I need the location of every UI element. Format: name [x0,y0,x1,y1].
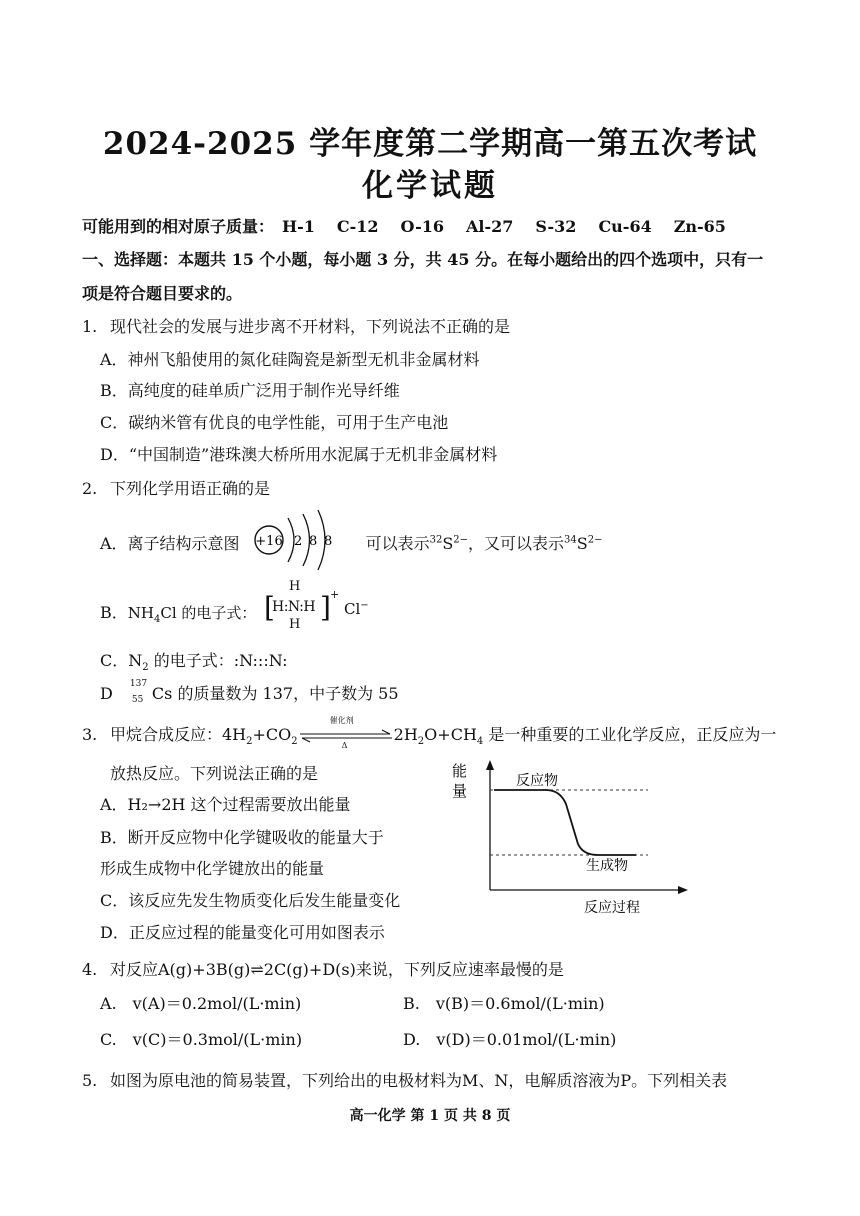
ion-symbol: S [576,534,588,553]
heat-label: Δ [341,740,348,750]
q1-option-a: A．神州飞船使用的氮化硅陶瓷是新型无机非金属材料 [100,350,480,369]
nuclide-notation [129,678,152,705]
q1-option-d: D．“中国制造”港珠澳大桥所用水泥属于无机非金属材料 [100,445,498,464]
question-text: 如图为原电池的简易装置，下列给出的电极材料为M、N，电解质溶液为P。下列相关表 [110,1071,728,1090]
page-footer: 高一化学 第 1 页 共 8 页 [349,1108,511,1124]
subscript: 4 [153,614,161,626]
electron-top-h: H [289,579,301,594]
exam-title: 2024-2025 学年度第二学期高一第五次考试 [102,126,758,162]
subscript: 4 [476,736,484,748]
ammonium-electron-formula [264,579,344,636]
ion-symbol: S [442,534,454,553]
q2d-text: Cs 的质量数为 137，中子数为 55 [151,684,399,703]
ion-charge: 2− [453,534,469,546]
mass-number: 32 [429,534,443,546]
section-heading-line1: 一、选择题：本题共 15 个小题，每小题 3 分，共 45 分。在每小题给出的四个选项中，只有一 [82,250,764,269]
question-2-stem [82,476,270,499]
stem-text: 是一种重要的工业化学反应，正反应为一 [483,725,777,744]
electron-bottom-h: H [289,617,301,632]
q3-option-d: D．正反应过程的能量变化可用如图表示 [100,923,385,942]
x-axis-arrow [678,886,688,894]
question-text: 现代社会的发展与进步离不开材料，下列说法不正确的是 [110,317,511,336]
q4-option-a: A. v(A)＝0.2mol/(L·min) [100,994,302,1013]
question-3-stem [82,715,777,750]
shell-electron-count: 2 [294,534,303,549]
y-axis-label: 能 [452,762,468,780]
subscript: 2 [291,736,298,748]
question-1-stem [82,314,510,337]
q3-option-b-line1: B．断开反应物中化学键吸收的能量大于 [100,828,384,847]
bracket-left: [ [264,591,275,624]
atomic-number: 55 [131,694,144,705]
stem-text: 2H [393,725,418,744]
x-axis-label: 反应过程 [584,900,640,916]
q2a-text1: 可以表示 [365,534,430,553]
atomic-masses-label: 可能用到的相对原子质量： [82,217,275,236]
atomic-mass-item: S-32 [535,217,577,236]
subscript: 2 [246,736,253,748]
shell-electron-count: 8 [309,534,318,549]
mass-number: 34 [564,534,577,546]
formula: NH [127,604,154,622]
question-3-stem-line2: 放热反应。下列说法正确的是 [110,764,319,783]
atomic-mass-item: O-16 [400,217,444,236]
stem-text: +CO [252,725,292,744]
atomic-mass-item: H-1 [282,217,315,236]
y-axis-arrow [486,760,494,770]
question-number: 1. [82,317,98,336]
q1-option-c: C．碳纳米管有优良的电学性能，可用于生产电池 [100,413,449,432]
q2-option-d [100,678,399,705]
question-5-stem [82,1068,727,1091]
q2c-prefix: C．N [100,651,143,670]
y-axis-label: 量 [452,782,468,800]
q2c-text: 的电子式：:N:::N: [148,651,288,670]
exam-subtitle: 化学试题 [362,168,498,204]
q2a-prefix: A．离子结构示意图 [100,534,240,553]
energy-diagram [448,756,698,922]
q2-option-a [100,531,603,554]
q3-option-c: C．该反应先发生物质变化后发生能量变化 [100,891,401,910]
mass-number: 137 [129,678,148,689]
catalyst-label: 催化剂 [329,715,354,725]
ion-charge: 2− [587,534,603,546]
atomic-mass-item: Zn-65 [673,217,726,236]
question-text: 下列化学用语正确的是 [110,479,271,498]
atomic-mass-item: Cu-64 [598,217,652,236]
question-4-stem [82,957,564,980]
electron-middle: H:N:H [272,599,316,615]
equilibrium-arrow [298,715,394,750]
shell-electron-count: 8 [324,534,333,549]
energy-curve [494,790,636,855]
question-number: 5. [82,1071,98,1090]
section-heading-line2: 项是符合题目要求的。 [82,284,243,303]
q4-option-c: C. v(C)＝0.3mol/(L·min) [100,1030,303,1049]
atomic-mass-item: Al-27 [465,217,514,236]
stem-text: O+CH [424,725,477,744]
q3-option-b-line2: 形成生成物中化学键放出的能量 [100,859,325,878]
subscript: 2 [142,662,149,674]
q2-option-c [100,648,288,673]
q2d-prefix: D [100,684,113,703]
reactant-label: 反应物 [516,773,558,789]
chloride-symbol: Cl [344,600,361,618]
q2b-prefix: B． [100,603,128,622]
q4-option-b: B. v(B)＝0.6mol/(L·min) [403,994,605,1013]
question-text: 对反应A(g)+3B(g)⇌2C(g)+D(s)来说，下列反应速率最慢的是 [110,960,564,979]
question-number: 4. [82,960,98,979]
product-label: 生成物 [586,858,628,874]
stem-text: 甲烷合成反应：4H [110,725,247,744]
chloride-ion [344,600,369,618]
q4-option-d: D. v(D)＝0.01mol/(L·min) [403,1030,617,1049]
nucleus-charge: +16 [255,534,283,549]
atomic-mass-item: C-12 [336,217,379,236]
formula-text: Cl 的电子式： [160,604,257,622]
bracket-right: ] [320,591,331,624]
q2a-text2: ，又可以表示 [468,534,565,553]
question-number: 2. [82,479,98,498]
q3-option-a: A．H₂→2H 这个过程需要放出能量 [100,795,351,814]
subscript: 2 [417,736,425,748]
question-number: 3. [82,725,98,744]
ion-structure-diagram [250,506,340,576]
q2-option-b [100,600,256,625]
charge-plus: + [330,588,340,601]
q1-option-b: B．高纯度的硅单质广泛用于制作光导纤维 [100,381,400,400]
chloride-charge: − [360,600,369,611]
atomic-masses [82,214,748,237]
